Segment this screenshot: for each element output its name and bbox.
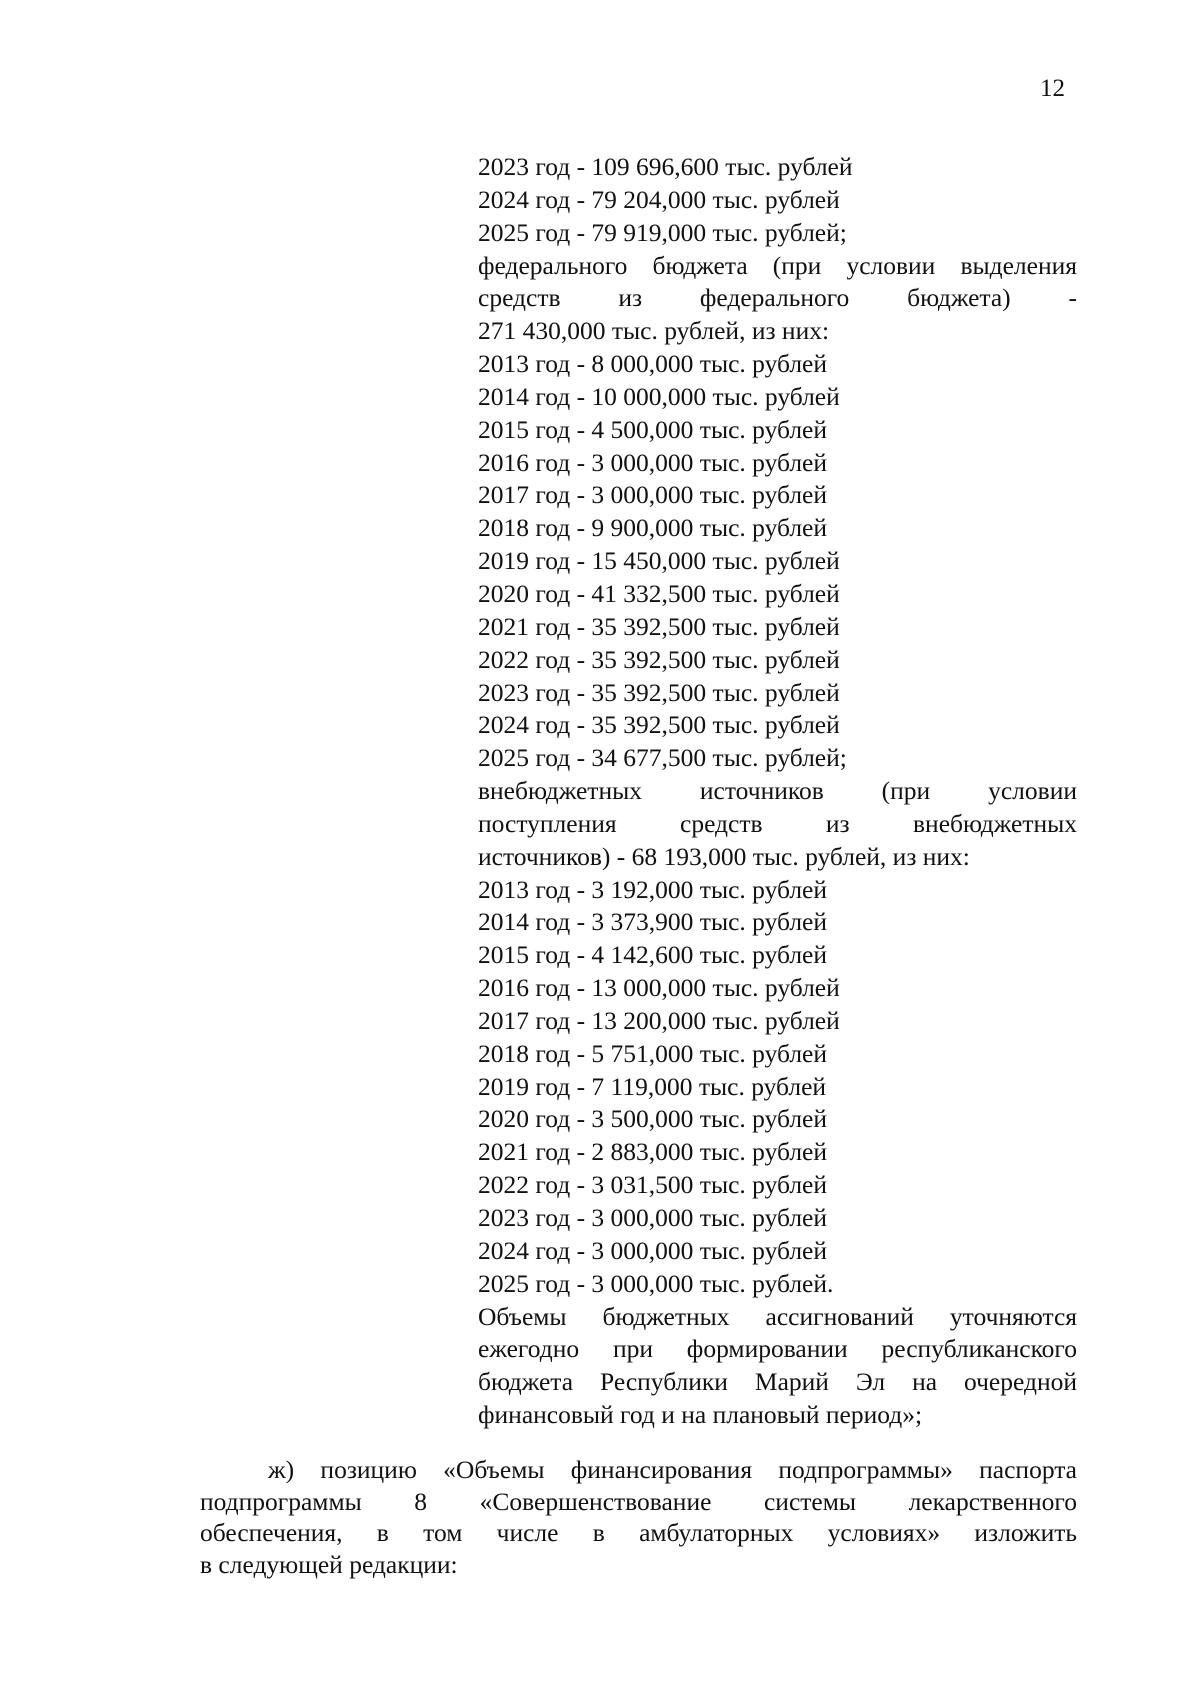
federal-line: 2021 год - 35 392,500 тыс. рублей xyxy=(478,611,840,641)
extrabudget-line: 2020 год - 3 500,000 тыс. рублей xyxy=(478,1104,828,1134)
federal-line: 2018 год - 9 900,000 тыс. рублей xyxy=(478,513,828,543)
extrabudget-line: 2013 год - 3 192,000 тыс. рублей xyxy=(478,874,828,904)
extrabudget-line: 2025 год - 3 000,000 тыс. рублей. xyxy=(478,1268,834,1298)
federal-intro-line: средств из федерального бюджета) - xyxy=(478,283,1077,313)
regional-line: 2024 год - 79 204,000 тыс. рублей xyxy=(478,184,840,214)
closing-note-line: бюджета Республики Марий Эл на очередной xyxy=(478,1367,1077,1397)
federal-line: 2019 год - 15 450,000 тыс. рублей xyxy=(478,546,840,576)
federal-line: 2017 год - 3 000,000 тыс. рублей xyxy=(478,480,828,510)
federal-line: 2013 год - 8 000,000 тыс. рублей xyxy=(478,349,828,379)
federal-line: 2024 год - 35 392,500 тыс. рублей xyxy=(478,710,840,740)
federal-line: 2023 год - 35 392,500 тыс. рублей xyxy=(478,677,840,707)
extrabudget-line: 2024 год - 3 000,000 тыс. рублей xyxy=(478,1235,828,1265)
extrabudget-line: 2022 год - 3 031,500 тыс. рублей xyxy=(478,1170,828,1200)
extrabudget-line: 2021 год - 2 883,000 тыс. рублей xyxy=(478,1137,828,1167)
amendment-line: ж) позицию «Объемы финансирования подпрограммы» паспорта xyxy=(268,1455,1077,1484)
federal-line: 2020 год - 41 332,500 тыс. рублей xyxy=(478,578,840,608)
regional-line: 2023 год - 109 696,600 тыс. рублей xyxy=(478,152,853,181)
extrabudget-line: 2016 год - 13 000,000 тыс. рублей xyxy=(478,973,840,1003)
amendment-line: обеспечения, в том числе в амбулаторных условиях» изложить xyxy=(200,1518,1077,1547)
federal-intro-line: федерального бюджета (при условии выделения xyxy=(478,250,1077,280)
page-number: 12 xyxy=(1040,75,1065,102)
financing-column xyxy=(478,151,1077,1432)
federal-line: 2016 год - 3 000,000 тыс. рублей xyxy=(478,447,828,477)
extrabudget-line: 2018 год - 5 751,000 тыс. рублей xyxy=(478,1038,828,1068)
extrabudget-line: 2017 год - 13 200,000 тыс. рублей xyxy=(478,1005,840,1035)
federal-intro-line: 271 430,000 тыс. рублей, из них: xyxy=(478,316,830,346)
extrabudget-line: 2019 год - 7 119,000 тыс. рублей xyxy=(478,1071,827,1101)
regional-line: 2025 год - 79 919,000 тыс. рублей; xyxy=(478,217,847,247)
amendment-paragraph xyxy=(200,1454,1077,1580)
extrabudget-line: 2015 год - 4 142,600 тыс. рублей xyxy=(478,940,828,970)
amendment-line: подпрограммы 8 «Совершенствование системы лекарственного xyxy=(200,1486,1077,1516)
closing-note-line: финансовый год и на плановый период»; xyxy=(478,1400,923,1430)
closing-note-line: ежегодно при формировании республиканского xyxy=(478,1334,1077,1364)
extrabudget-line: 2014 год - 3 373,900 тыс. рублей xyxy=(478,907,828,937)
extrabudget-line: 2023 год - 3 000,000 тыс. рублей xyxy=(478,1203,828,1232)
federal-line: 2022 год - 35 392,500 тыс. рублей xyxy=(478,644,840,674)
federal-line: 2015 год - 4 500,000 тыс. рублей xyxy=(478,414,828,444)
amendment-line: в следующей редакции: xyxy=(200,1549,458,1579)
extrabudget-intro-line: поступления средств из внебюджетных xyxy=(478,808,1077,838)
closing-note-line: Объемы бюджетных ассигнований уточняются xyxy=(478,1301,1077,1331)
federal-line: 2014 год - 10 000,000 тыс. рублей xyxy=(478,381,840,411)
extrabudget-intro-line: внебюджетных источников (при условии xyxy=(478,776,1077,806)
federal-line: 2025 год - 34 677,500 тыс. рублей; xyxy=(478,743,847,773)
extrabudget-intro-line: источников) - 68 193,000 тыс. рублей, из них: xyxy=(478,841,970,871)
